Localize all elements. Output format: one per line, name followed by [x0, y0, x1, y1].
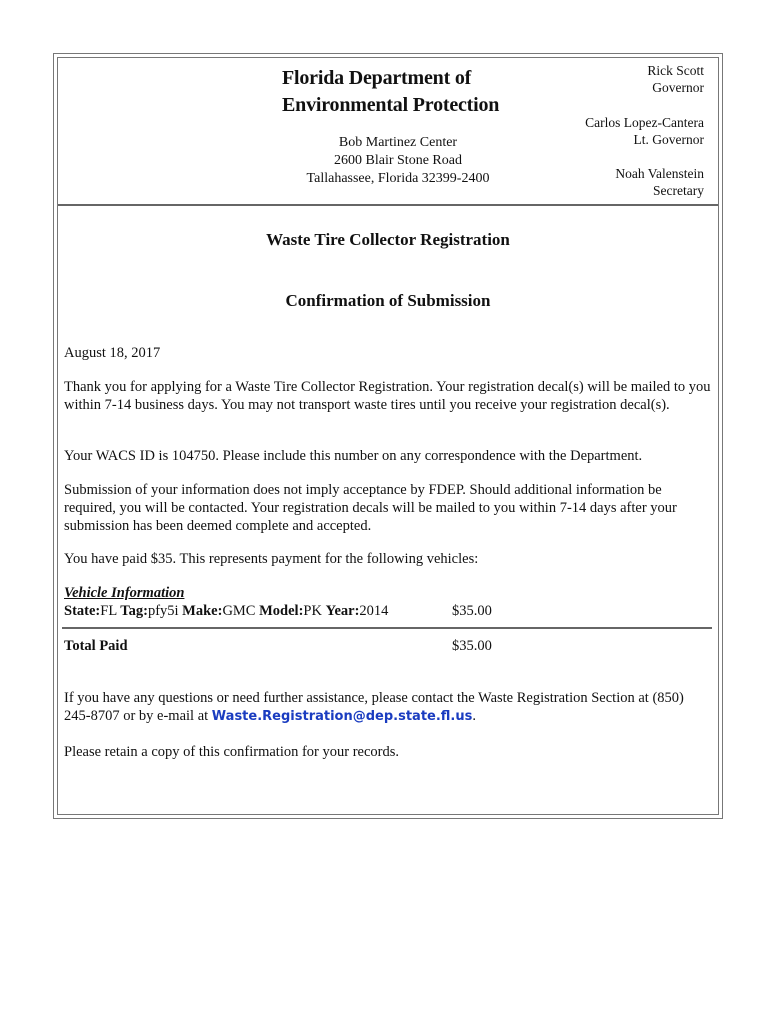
official-name: Noah Valenstein	[615, 166, 704, 181]
total-paid-label: Total Paid	[64, 638, 128, 654]
year-label: Year:	[325, 603, 360, 619]
paragraph-contact	[64, 689, 714, 726]
address-line: 2600 Blair Stone Road	[334, 153, 462, 168]
contact-end: .	[472, 708, 476, 724]
state-value: FL	[100, 603, 117, 619]
vehicle-amount: $35.00	[452, 603, 492, 619]
document-title: Waste Tire Collector Registration	[266, 230, 510, 249]
model-value: PK	[303, 603, 322, 619]
paragraph-submission: Submission of your information does not imply acceptance by FDEP. Should additional information be required, you will be contacted. Your registration decals will be mailed to you within 7-14 days after your submission has been deemed complete and accepted.	[64, 482, 677, 534]
paragraph-closing: Please retain a copy of this confirmation for your records.	[64, 744, 400, 760]
official-secretary	[615, 165, 704, 199]
agency-name-line2: Environmental Protection	[282, 94, 500, 116]
tag-label: Tag:	[120, 603, 148, 619]
official-title: Governor	[652, 80, 704, 95]
vehicle-row	[64, 603, 388, 620]
header-divider	[58, 204, 718, 206]
official-name: Rick Scott	[647, 63, 704, 78]
agency-address	[298, 134, 498, 188]
contact-email-link[interactable]: Waste.Registration@dep.state.fl.us	[211, 709, 473, 724]
official-title: Secretary	[653, 183, 704, 198]
document-date: August 18, 2017	[64, 345, 161, 361]
make-value: GMC	[222, 603, 256, 619]
make-label: Make:	[182, 603, 223, 619]
official-title: Lt. Governor	[633, 132, 704, 147]
address-line: Tallahassee, Florida 32399-2400	[306, 171, 490, 186]
document-frame	[53, 53, 723, 819]
document-subtitle: Confirmation of Submission	[285, 291, 491, 310]
address-line: Bob Martinez Center	[338, 135, 458, 150]
total-paid-amount: $35.00	[452, 638, 492, 654]
year-value: 2014	[359, 603, 389, 619]
total-divider	[62, 627, 712, 629]
official-lt-governor	[585, 114, 704, 148]
state-label: State:	[64, 603, 101, 619]
official-name: Carlos Lopez-Cantera	[585, 115, 704, 130]
vehicle-heading	[64, 585, 184, 602]
agency-name-line1: Florida Department of	[282, 67, 472, 89]
tag-value: pfy5i	[147, 603, 179, 619]
paragraph-payment: You have paid $35. This represents payment for the following vehicles:	[64, 551, 479, 567]
model-label: Model:	[259, 603, 304, 619]
official-governor	[647, 62, 704, 96]
vehicle-heading-label: Vehicle Information	[64, 585, 185, 601]
contact-text: If you have any questions or need further assistance, please contact the Waste Registration Section at (850) 245-8707 or by e-mail at	[64, 690, 684, 724]
paragraph-registration: Thank you for applying for a Waste Tire Collector Registration. Your registration decal(s) will be mailed to you within 7-14 business days. You may not transport waste tires until you receive your registration decal(s).	[64, 379, 711, 413]
paragraph-wacs-id: Your WACS ID is 104750. Please include this number on any correspondence with the Department.	[64, 448, 643, 464]
document-inner-frame	[57, 57, 719, 815]
